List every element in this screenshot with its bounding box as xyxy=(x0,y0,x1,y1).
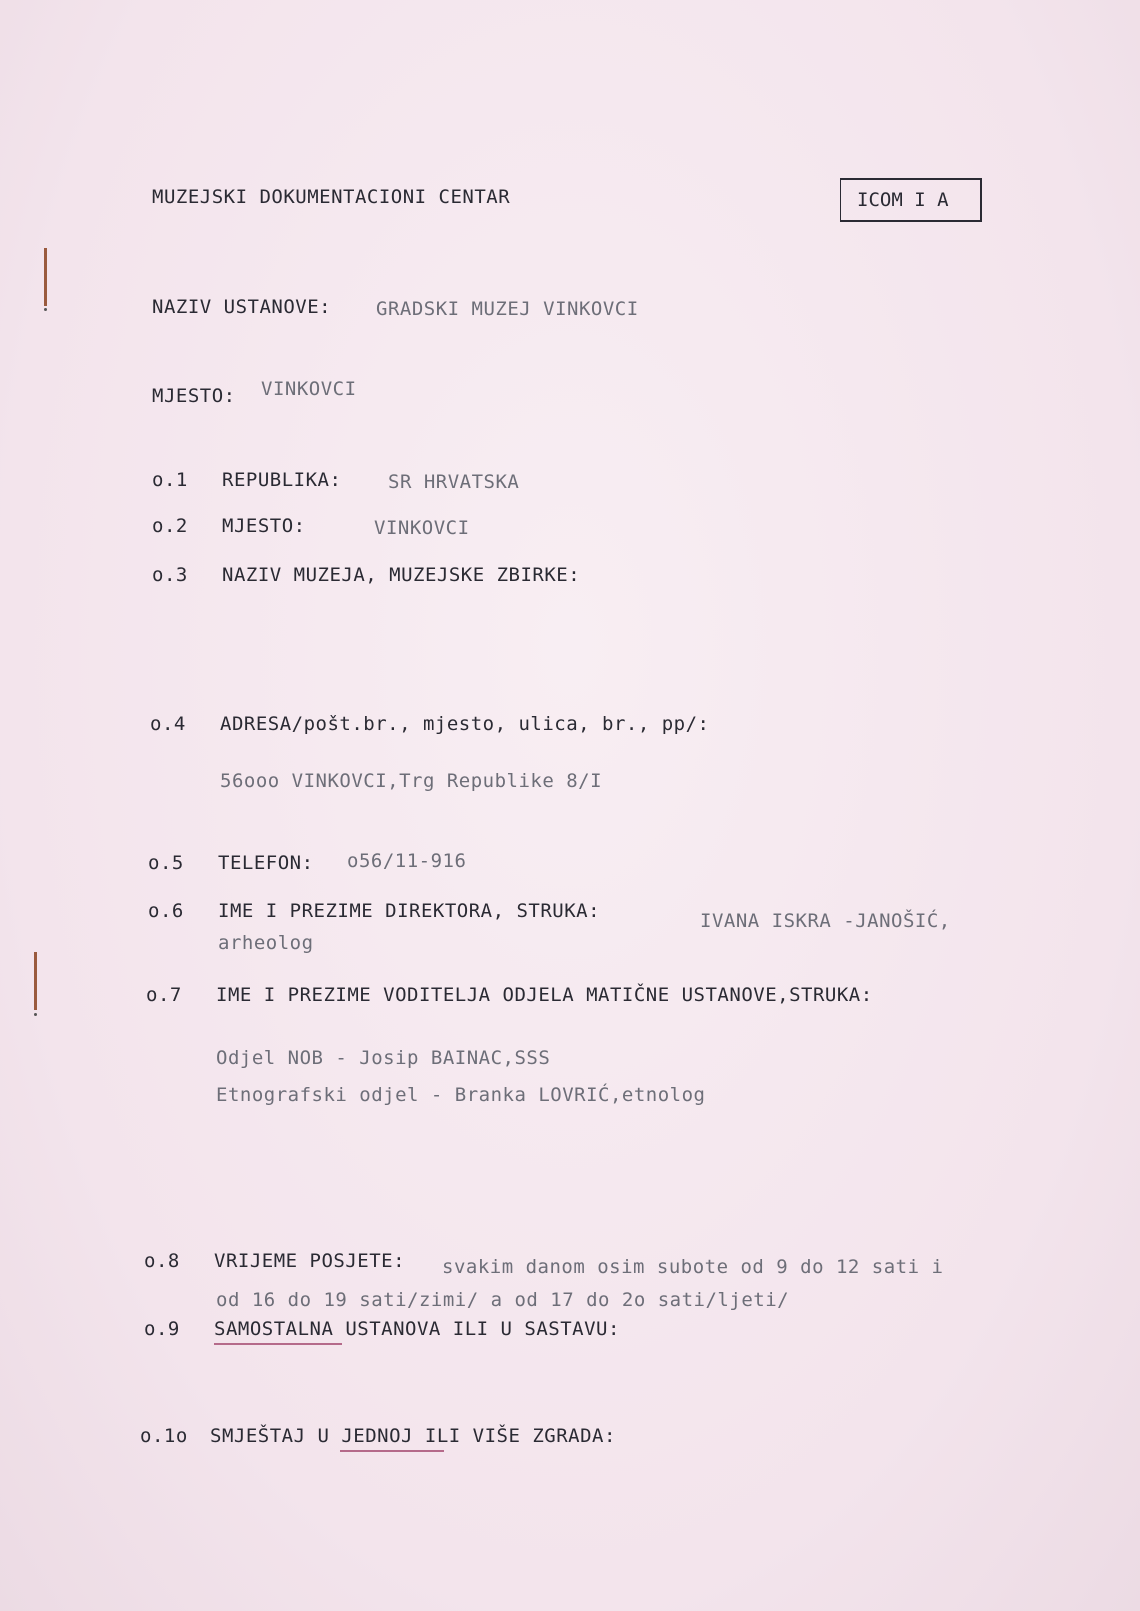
item-number: o.7 xyxy=(146,984,182,1006)
item-label: REPUBLIKA: xyxy=(222,469,342,491)
item-number: o.1o xyxy=(140,1425,188,1447)
item-value: Odjel NOB - Josip BAINAC,SSS xyxy=(216,1047,551,1069)
item-number: o.8 xyxy=(144,1250,180,1272)
item-value-continued: Etnografski odjel - Branka LOVRIĆ,etnolog xyxy=(216,1084,706,1106)
document-header: MUZEJSKI DOKUMENTACIONI CENTAR xyxy=(152,186,511,208)
staple-bottom xyxy=(34,952,37,1010)
item-value: SR HRVATSKA xyxy=(388,471,520,493)
item-number: o.2 xyxy=(152,515,188,537)
item-number: o.4 xyxy=(150,713,186,735)
item-label: IME I PREZIME DIREKTORA, STRUKA: xyxy=(218,900,601,922)
form-code-box xyxy=(840,178,982,222)
item-value-continued: arheolog xyxy=(218,932,314,954)
item-value: svakim danom osim subote od 9 do 12 sati i xyxy=(442,1256,944,1278)
item-label: NAZIV MUZEJA, MUZEJSKE ZBIRKE: xyxy=(222,564,581,586)
item-value: IVANA ISKRA -JANOŠIĆ, xyxy=(700,910,951,932)
item-label: MJESTO: xyxy=(222,515,306,537)
item-number: o.3 xyxy=(152,564,188,586)
item-label: SAMOSTALNA USTANOVA ILI U SASTAVU: xyxy=(214,1318,620,1340)
ink-speck xyxy=(34,1013,37,1016)
item-number: o.6 xyxy=(148,900,184,922)
ink-speck xyxy=(44,308,47,311)
underline-mark xyxy=(214,1343,342,1345)
item-label: IME I PREZIME VODITELJA ODJELA MATIČNE USTANOVE,STRUKA: xyxy=(216,984,873,1006)
item-value: 56ooo VINKOVCI,Trg Republike 8/I xyxy=(220,770,603,792)
item-number: o.9 xyxy=(144,1318,180,1340)
item-value: VINKOVCI xyxy=(374,517,470,539)
item-label: TELEFON: xyxy=(218,852,314,874)
place-value: VINKOVCI xyxy=(261,378,357,400)
item-label: ADRESA/pošt.br., mjesto, ulica, br., pp/: xyxy=(220,713,710,735)
staple-top xyxy=(44,248,47,306)
item-label: SMJEŠTAJ U JEDNOJ ILI VIŠE ZGRADA: xyxy=(210,1425,616,1447)
institution-label: NAZIV USTANOVE: xyxy=(152,296,332,318)
item-label: VRIJEME POSJETE: xyxy=(214,1250,406,1272)
institution-value: GRADSKI MUZEJ VINKOVCI xyxy=(376,298,639,320)
item-number: o.1 xyxy=(152,469,188,491)
form-code: ICOM I A xyxy=(857,189,949,211)
item-number: o.5 xyxy=(148,852,184,874)
underline-mark xyxy=(340,1450,444,1452)
item-value-continued: od 16 do 19 sati/zimi/ a od 17 do 2o sati/ljeti/ xyxy=(216,1289,790,1311)
place-label: MJESTO: xyxy=(152,385,236,407)
item-value: o56/11-916 xyxy=(347,850,467,872)
